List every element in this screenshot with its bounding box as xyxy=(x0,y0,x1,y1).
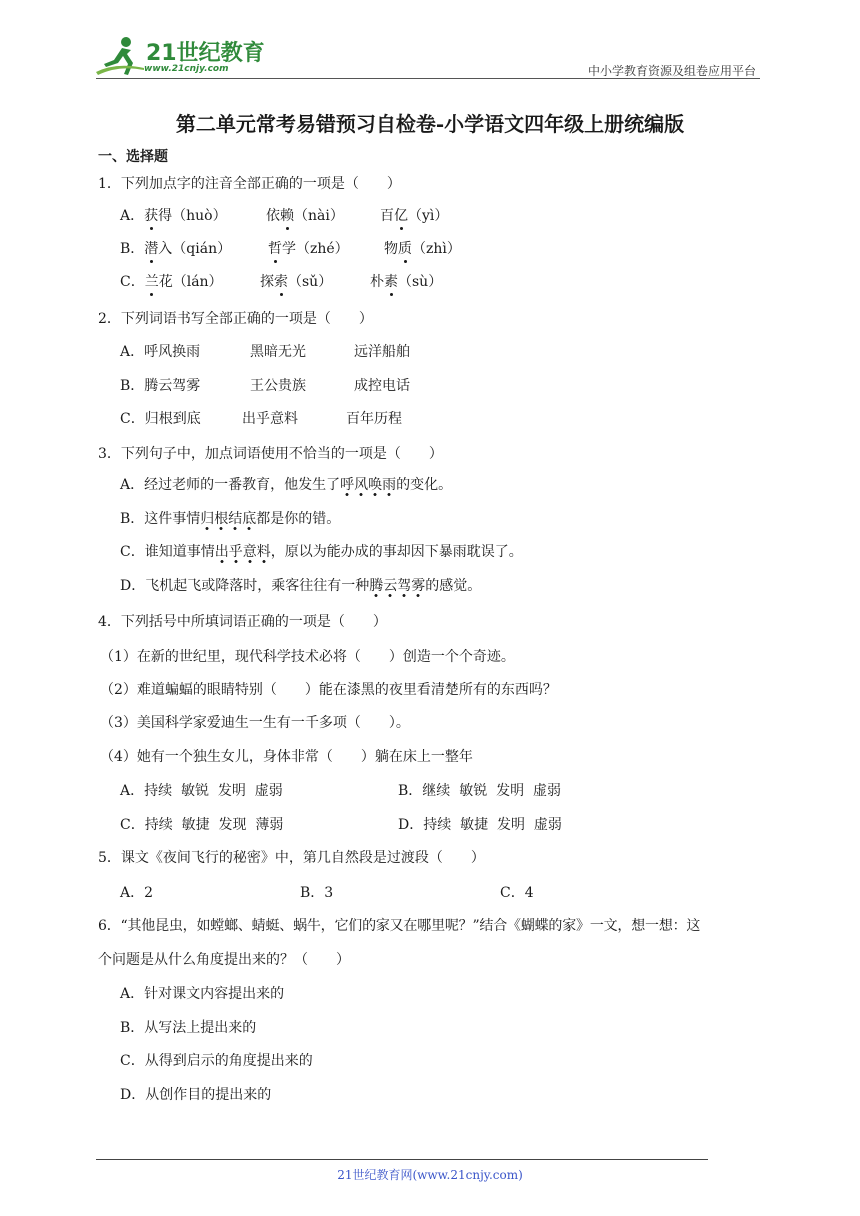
footer-text: 21世纪教育网(www.21cnjy.com) xyxy=(337,1168,523,1182)
question-1-option-c-word3: 朴素（sù） xyxy=(370,274,443,290)
question-5-option-b: B．3 xyxy=(300,885,334,901)
header-divider xyxy=(96,78,760,79)
question-2-option-a: A．呼风换雨 xyxy=(120,344,201,360)
section-heading: 一、选择题 xyxy=(98,149,168,165)
question-4-option-d: D．持续 敏捷 发明 虚弱 xyxy=(398,817,562,833)
question-1-stem: 1．下列加点字的注音全部正确的一项是（ ） xyxy=(98,176,401,192)
question-2-option-c-word3: 百年历程 xyxy=(346,411,402,427)
emphasized-word: 腾云驾雾 xyxy=(369,578,425,598)
question-6-option-b: B．从写法上提出来的 xyxy=(120,1020,257,1036)
question-6-option-c: C．从得到启示的角度提出来的 xyxy=(120,1053,313,1069)
emphasized-word: 呼风唤雨 xyxy=(340,477,396,497)
question-2-option-c: C．归根到底 xyxy=(120,411,201,427)
question-1-option-c-word2: 探索（sǔ） xyxy=(260,274,333,290)
question-4-sub-4: （4）她有一个独生女儿，身体非常（ ）躺在床上一整年 xyxy=(100,749,473,765)
question-1-option-b: B．潜入（qián） xyxy=(120,241,232,257)
logo-url: www.21cnjy.com xyxy=(144,64,229,74)
question-5-stem: 5．课文《夜间飞行的秘密》中，第几自然段是过渡段（ ） xyxy=(98,850,485,866)
question-6-stem-line-2: 个问题是从什么角度提出来的？（ ） xyxy=(98,952,350,968)
question-4-option-c: C．持续 敏捷 发现 薄弱 xyxy=(120,817,284,833)
page-title: 第二单元常考易错预习自检卷-小学语文四年级上册统编版 xyxy=(175,112,685,136)
question-1-option-a-word2: 依赖（nài） xyxy=(266,208,344,224)
question-2-option-b-word2: 王公贵族 xyxy=(250,378,306,394)
question-3-option-b: B．这件事情归根结底都是你的错。 xyxy=(120,509,340,529)
emphasized-word: 出乎意料 xyxy=(215,544,271,564)
question-2-option-a-word3: 远洋船舶 xyxy=(354,344,410,360)
emphasized-word: 归根结底 xyxy=(200,511,256,531)
footer-divider xyxy=(96,1159,708,1160)
question-2-option-a-word2: 黑暗无光 xyxy=(250,344,306,360)
site-logo xyxy=(96,34,265,78)
question-1-option-b-word3: 物质（zhì） xyxy=(384,241,461,257)
platform-label: 中小学教育资源及组卷应用平台 xyxy=(587,64,756,78)
question-2-option-b: B．腾云驾雾 xyxy=(120,378,201,394)
question-1-option-a: A．获得（huò） xyxy=(120,208,227,224)
question-6-option-a: A．针对课文内容提出来的 xyxy=(120,986,285,1002)
question-4-sub-1: （1）在新的世纪里，现代科学技术必将（ ）创造一个个奇迹。 xyxy=(100,649,515,665)
question-4-sub-2: （2）难道蝙蝠的眼睛特别（ ）能在漆黑的夜里看清楚所有的东西吗？ xyxy=(100,682,557,698)
question-6-stem-line-1: 6．“其他昆虫，如螳螂、蜻蜓、蜗牛，它们的家又在哪里呢？”结合《蝴蝶的家》一文，想一想：这 xyxy=(98,918,701,934)
logo-text: 21世纪教育 xyxy=(146,41,265,66)
question-5-option-c: C．4 xyxy=(500,885,534,901)
question-2-option-b-word3: 成控电话 xyxy=(354,378,410,394)
question-3-option-d: D．飞机起飞或降落时，乘客往往有一种腾云驾雾的感觉。 xyxy=(120,576,481,596)
question-1-option-a-word3: 百亿（yì） xyxy=(380,208,449,224)
question-1-option-b-word2: 哲学（zhé） xyxy=(268,241,349,257)
question-6-option-d: D．从创作目的提出来的 xyxy=(120,1087,272,1103)
question-4-option-b: B．继续 敏锐 发明 虚弱 xyxy=(398,783,561,799)
question-1-option-c: C．兰花（lán） xyxy=(120,274,223,290)
question-4-option-a: A．持续 敏锐 发明 虚弱 xyxy=(120,783,283,799)
question-4-sub-3: （3）美国科学家爱迪生一生有一千多项（ ）。 xyxy=(100,715,410,731)
question-2-stem: 2．下列词语书写全部正确的一项是（ ） xyxy=(98,311,373,327)
question-5-option-a: A．2 xyxy=(120,885,154,901)
question-3-option-a: A．经过老师的一番教育，他发生了呼风唤雨的变化。 xyxy=(120,475,452,495)
page-header xyxy=(96,30,760,80)
question-3-stem: 3．下列句子中，加点词语使用不恰当的一项是（ ） xyxy=(98,446,443,462)
runner-logo-icon xyxy=(96,34,146,78)
question-4-stem: 4．下列括号中所填词语正确的一项是（ ） xyxy=(98,614,387,630)
question-2-option-c-word2: 出乎意料 xyxy=(242,411,298,427)
question-3-option-c: C．谁知道事情出乎意料，原以为能办成的事却因下暴雨耽误了。 xyxy=(120,542,523,562)
